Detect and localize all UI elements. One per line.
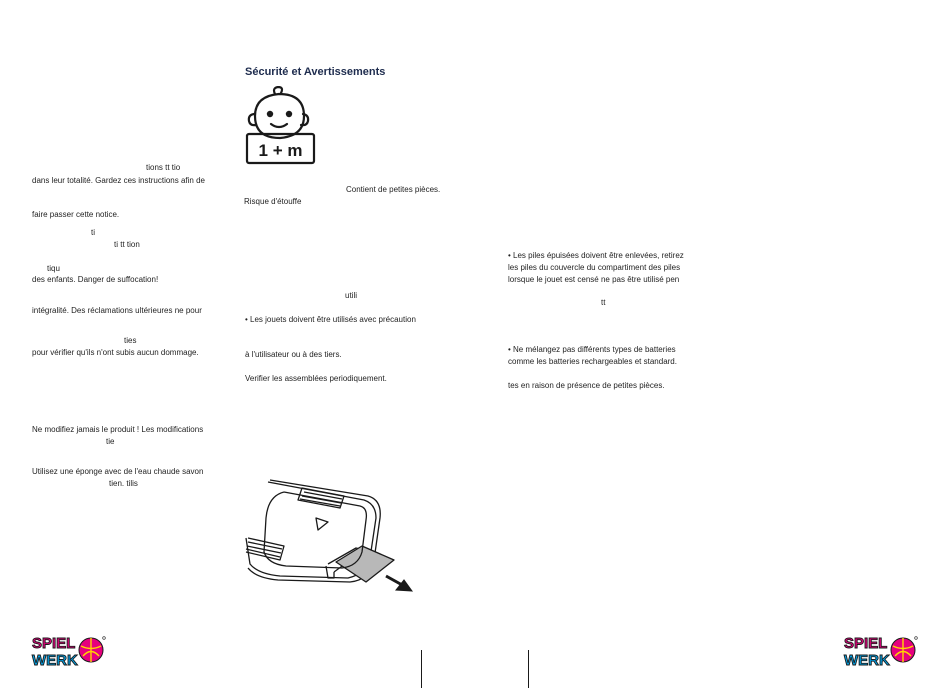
left-text-line: ties: [124, 336, 137, 345]
left-text-line: ti tt tion: [114, 240, 140, 249]
left-text-line: des enfants. Danger de suffocation!: [32, 275, 159, 284]
right-text-line: les piles du couvercle du compartiment des piles: [508, 263, 681, 272]
battery-compartment-illustration: [244, 478, 416, 596]
right-text-line: tt: [601, 298, 606, 307]
right-text-line: lorsque le jouet est censé ne pas être utilisé pen: [508, 275, 680, 284]
logo-line-2: WERK: [844, 652, 890, 667]
section-title: Sécurité et Avertissements: [245, 66, 386, 78]
spielwerk-logo: [842, 633, 918, 667]
logo-line-2: WERK: [32, 652, 78, 667]
spielwerk-logo: [30, 633, 106, 667]
left-text-line: Ne modifiez jamais le produit ! Les modifications: [32, 425, 204, 434]
left-text-line: Utilisez une éponge avec de l'eau chaude savon: [32, 467, 204, 476]
logo-line-1: SPIEL: [32, 635, 76, 652]
middle-text-line: Verifier les assemblées periodiquement.: [245, 374, 387, 383]
left-text-line: pour vérifier qu'ils n'ont subis aucun dommage.: [32, 348, 199, 357]
left-text-line: dans leur totalité. Gardez ces instructions afin de: [32, 176, 205, 185]
page-divider: [421, 650, 422, 688]
middle-text-line: • Les jouets doivent être utilisés avec précaution: [245, 315, 416, 324]
left-text-line: tie: [106, 437, 115, 446]
left-text-line: tions tt tio: [146, 163, 181, 172]
right-text-line: • Ne mélangez pas différents types de batteries: [508, 345, 676, 354]
page-divider: [528, 650, 529, 688]
middle-text-line: Risque d'étouffe: [244, 197, 302, 206]
right-text-line: comme les batteries rechargeables et standard.: [508, 357, 677, 366]
middle-text-line: utili: [345, 291, 358, 300]
left-text-line: faire passer cette notice.: [32, 210, 120, 219]
left-text-line: intégralité. Des réclamations ultérieures ne pour: [32, 306, 202, 315]
left-text-line: tiqu: [47, 264, 60, 273]
age-label: 1 + m: [258, 141, 303, 160]
baby-age-warning-icon: [244, 86, 318, 166]
right-text-line: • Les piles épuisées doivent être enlevées, retirez: [508, 251, 684, 260]
logo-line-1: SPIEL: [844, 635, 888, 652]
left-text-line: ti: [91, 228, 95, 237]
right-text-line: tes en raison de présence de petites pièces.: [508, 381, 665, 390]
left-text-line: tien. tilis: [109, 479, 138, 488]
middle-text-line: à l'utilisateur ou à des tiers.: [245, 350, 342, 359]
middle-text-line: Contient de petites pièces.: [346, 185, 441, 194]
